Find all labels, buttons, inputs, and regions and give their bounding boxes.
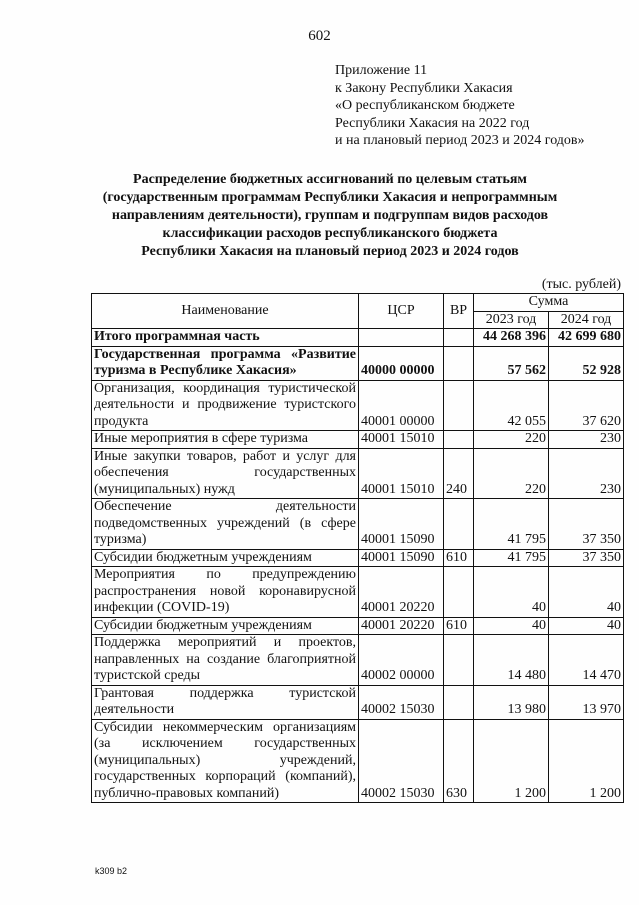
cell-vr	[444, 499, 474, 550]
cell-vr: 610	[444, 617, 474, 635]
table-row	[92, 549, 624, 567]
cell-vr	[444, 431, 474, 449]
cell-2024: 40	[549, 617, 624, 635]
cell-2023: 1 200	[474, 719, 549, 803]
cell-name: Государственная программа «Развитие туризма в Республике Хакасия»	[92, 346, 359, 380]
cell-name: Иные закупки товаров, работ и услуг для обеспечения государственных (муниципальных) нужд	[92, 448, 359, 499]
cell-2024: 13 970	[549, 685, 624, 719]
table-row	[92, 499, 624, 550]
table-row	[92, 567, 624, 618]
header-name: Наименование	[92, 294, 359, 329]
cell-vr: 610	[444, 549, 474, 567]
header-2023: 2023 год	[474, 311, 549, 329]
footer-stamp: k309 b2	[95, 866, 128, 876]
cell-vr	[444, 567, 474, 618]
page-number: 602	[308, 28, 331, 44]
units-label: (тыс. рублей)	[541, 277, 621, 292]
cell-2023: 57 562	[474, 346, 549, 380]
cell-csr: 40001 20220	[359, 617, 444, 635]
cell-2023: 14 480	[474, 635, 549, 686]
table-row	[92, 685, 624, 719]
appendix-block	[335, 62, 585, 150]
table-row	[92, 719, 624, 803]
table-row	[92, 329, 624, 347]
title-line: направлениям деятельности), группам и подгруппам видов расходов	[111, 208, 549, 223]
table-row	[92, 380, 624, 431]
cell-name: Итого программная часть	[92, 329, 359, 347]
cell-csr: 40001 15010	[359, 448, 444, 499]
cell-name: Субсидии некоммерческим организациям (за исключением государственных (муниципальных) учреждений, государственных корпораций (компаний), публично-правовых компаний)	[92, 719, 359, 803]
cell-2023: 42 055	[474, 380, 549, 431]
cell-name: Субсидии бюджетным учреждениям	[92, 549, 359, 567]
cell-2023: 44 268 396	[474, 329, 549, 347]
cell-vr: 630	[444, 719, 474, 803]
title-line: Республики Хакасия на плановый период 2023 и 2024 годов	[141, 244, 519, 259]
cell-csr: 40001 15090	[359, 499, 444, 550]
cell-csr: 40002 15030	[359, 719, 444, 803]
cell-2024: 42 699 680	[549, 329, 624, 347]
cell-name: Грантовая поддержка туристской деятельности	[92, 685, 359, 719]
cell-2024: 37 620	[549, 380, 624, 431]
cell-csr: 40002 15030	[359, 685, 444, 719]
cell-name: Обеспечение деятельности подведомственных учреждений (в сфере туризма)	[92, 499, 359, 550]
cell-2023: 40	[474, 617, 549, 635]
cell-vr	[444, 329, 474, 347]
cell-2024: 230	[549, 448, 624, 499]
cell-name: Поддержка мероприятий и проектов, направленных на создание благоприятной туристской среды	[92, 635, 359, 686]
cell-name: Организация, координация туристической деятельности и продвижение туристского продукта	[92, 380, 359, 431]
cell-2023: 220	[474, 448, 549, 499]
cell-2024: 1 200	[549, 719, 624, 803]
header-vr: ВР	[444, 294, 474, 329]
cell-2023: 13 980	[474, 685, 549, 719]
table-body	[92, 329, 624, 803]
cell-name: Субсидии бюджетным учреждениям	[92, 617, 359, 635]
cell-csr: 40001 00000	[359, 380, 444, 431]
cell-csr: 40001 15090	[359, 549, 444, 567]
appendix-line: к Закону Республики Хакасия	[335, 80, 513, 96]
table-row	[92, 346, 624, 380]
title-line: Распределение бюджетных ассигнований по целевым статьям	[133, 172, 527, 187]
title-line: (государственным программам Республики Хакасия и непрограммным	[102, 190, 558, 205]
header-2024: 2024 год	[549, 311, 624, 329]
cell-2024: 52 928	[549, 346, 624, 380]
cell-2024: 40	[549, 567, 624, 618]
cell-2024: 37 350	[549, 549, 624, 567]
appendix-line: Республики Хакасия на 2022 год	[335, 115, 530, 131]
cell-2024: 230	[549, 431, 624, 449]
cell-name: Мероприятия по предупреждению распространения новой коронавирусной инфекции (COVID-19)	[92, 567, 359, 618]
header-sum: Сумма	[474, 294, 624, 312]
cell-2023: 41 795	[474, 499, 549, 550]
cell-2023: 40	[474, 567, 549, 618]
appendix-line: Приложение 11	[335, 63, 428, 78]
cell-vr	[444, 635, 474, 686]
cell-2024: 37 350	[549, 499, 624, 550]
cell-name: Иные мероприятия в сфере туризма	[92, 431, 359, 449]
header-csr: ЦСР	[359, 294, 444, 329]
table-row	[92, 635, 624, 686]
appendix-line: и на плановый период 2023 и 2024 годов»	[335, 133, 585, 148]
cell-csr: 40000 00000	[359, 346, 444, 380]
table-row	[92, 617, 624, 635]
cell-csr	[359, 329, 444, 347]
cell-csr: 40001 20220	[359, 567, 444, 618]
cell-2024: 14 470	[549, 635, 624, 686]
budget-table	[91, 293, 624, 803]
cell-vr	[444, 380, 474, 431]
appendix-line: «О республиканском бюджете	[335, 98, 515, 113]
cell-2023: 220	[474, 431, 549, 449]
cell-vr	[444, 346, 474, 380]
cell-vr	[444, 685, 474, 719]
title-line: классификации расходов республиканского бюджета	[162, 226, 498, 241]
cell-csr: 40001 15010	[359, 431, 444, 449]
cell-2023: 41 795	[474, 549, 549, 567]
cell-csr: 40002 00000	[359, 635, 444, 686]
cell-vr: 240	[444, 448, 474, 499]
document-title	[70, 171, 590, 261]
table-row	[92, 448, 624, 499]
table-row	[92, 431, 624, 449]
